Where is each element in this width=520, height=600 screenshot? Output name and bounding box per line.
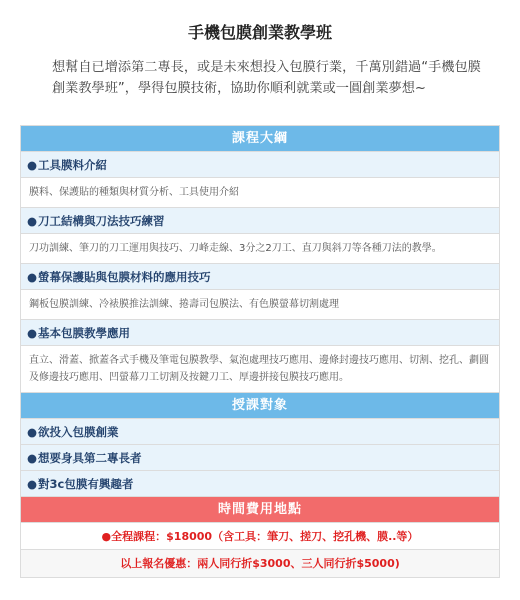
full-course-price xyxy=(21,523,499,550)
course-outline-header: 課程大綱 xyxy=(21,126,499,152)
audience-item xyxy=(21,419,499,445)
audience-item xyxy=(21,445,499,471)
course-topic-title: 刀工結構與刀法技巧練習 xyxy=(38,214,165,228)
course-topic-desc: 膜料、保護貼的種類與材質分析、工具使用介紹 xyxy=(21,178,499,208)
course-topic-title: 基本包膜教學應用 xyxy=(38,326,131,340)
bullet-icon: ● xyxy=(27,477,38,491)
course-topic-title: 工具膜料介紹 xyxy=(38,158,108,172)
bullet-icon: ● xyxy=(101,530,112,543)
course-topic-desc: 刀功訓練、筆刀的刀工運用與技巧、刀峰走線、3分之2刀工、直刀與斜刀等各種刀法的教學。 xyxy=(21,234,499,264)
course-topic-4 xyxy=(21,320,499,346)
course-topic-desc: 鋼板包膜訓練、冷裱膜推法訓練、捲壽司包膜法、有色膜螢幕切割處理 xyxy=(21,290,499,320)
audience-item-label: 欲投入包膜創業 xyxy=(38,425,119,439)
course-topic-desc: 直立、滑蓋、掀蓋各式手機及筆電包膜教學、氣泡處理技巧應用、邊條封邊技巧應用、切割、挖孔、劃圓及修邊技巧應用、凹螢幕刀工切割及按鍵刀工、厚邊拼接包膜技巧應用。 xyxy=(21,346,499,393)
audience-item-label: 想要身具第二專長者 xyxy=(38,451,142,465)
audience-item-label: 對3c包膜有興趣者 xyxy=(38,477,134,491)
course-topic-3 xyxy=(21,264,499,290)
course-topic-2 xyxy=(21,208,499,234)
bullet-icon: ● xyxy=(27,326,38,340)
course-topic-1 xyxy=(21,152,499,178)
bullet-icon: ● xyxy=(27,451,38,465)
bullet-icon: ● xyxy=(27,425,38,439)
full-course-price-text: 全程課程：$18000（含工具：筆刀、搓刀、挖孔機、膜..等） xyxy=(111,530,419,543)
bullet-icon: ● xyxy=(27,158,38,172)
bullet-icon: ● xyxy=(27,214,38,228)
course-info-table xyxy=(20,125,500,578)
discount-offer: 以上報名優惠：兩人同行折$3000、三人同行折$5000) xyxy=(21,550,499,577)
fees-header: 時間費用地點 xyxy=(21,497,499,523)
course-topic-title: 螢幕保護貼與包膜材料的應用技巧 xyxy=(38,270,211,284)
intro-paragraph: 想幫自已增添第二專長，或是未來想投入包膜行業，千萬別錯過“手機包膜創業教學班”，學得包膜技術，協助你順利就業或一圓創業夢想~ xyxy=(52,60,481,96)
audience-item xyxy=(21,471,499,497)
audience-header: 授課對象 xyxy=(21,393,499,419)
bullet-icon: ● xyxy=(27,270,38,284)
page-title: 手機包膜創業教學班 xyxy=(187,23,332,42)
